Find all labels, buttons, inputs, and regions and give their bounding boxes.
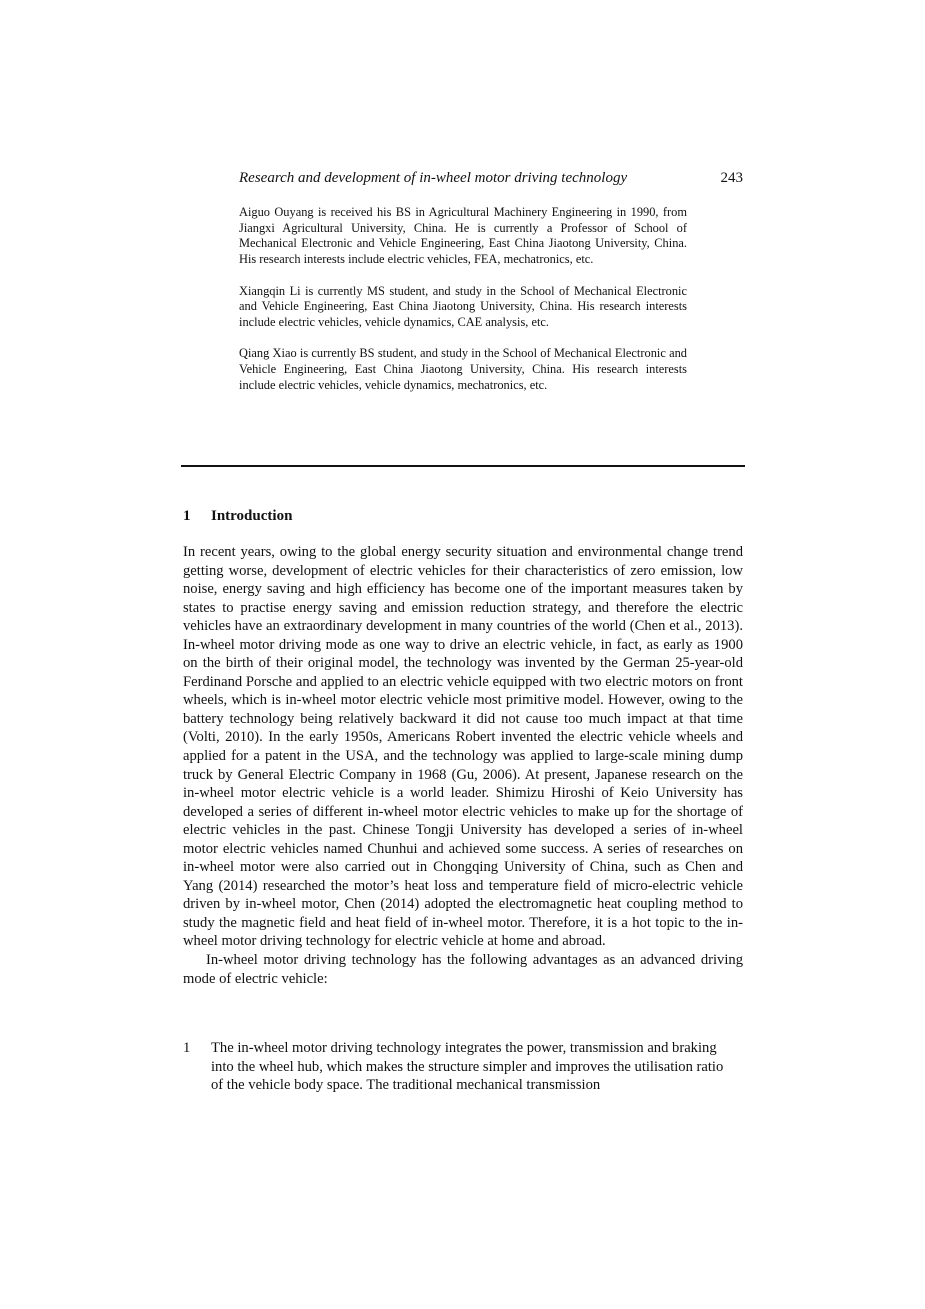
list-item-number: 1 [183, 1040, 191, 1056]
section-title: Introduction [211, 508, 293, 524]
body-paragraph: In recent years, owing to the global energy security situation and environmental change trend getting worse, development of electric vehicles for their characteristics of zero emission, low noise, energy saving and high efficiency has become one of the important measures taken by states to practise energy saving and emission reduction strategy, and therefore the electric vehicles have an extraordinary development in many countries of the world (Chen et al., 2013). In-wheel motor driving mode as one way to drive an electric vehicle, in fact, as early as 1900 on the birth of their original model, the technology was invented by the German 25-year-old Ferdinand Porsche and applied to an electric vehicle equipped with two electric motors on front wheels, which is in-wheel motor electric vehicle most primitive model. However, owing to the battery technology being relatively backward it did not cause too much impact at that time (Volti, 2010). In the early 1950s, Americans Robert invented the electric vehicle wheels and applied for a patent in the USA, and the technology was applied to large-scale mining dump truck by General Electric Company in 1968 (Gu, 2006). At present, Japanese research on the in-wheel motor electric vehicle is a world leader. Shimizu Hiroshi of Keio University has developed a series of different in-wheel motor electric vehicles to make up for the shortage of electric vehicles in the past. Chinese Tongji University has developed a series of in-wheel motor electric vehicles named Chunhui and achieved some success. A series of researches on in-wheel motor were also carried out in Chongqing University of China, such as Chen and Yang (2014) researched the motor’s heat loss and temperature field of micro-electric vehicle driven by in-wheel motor, Chen (2014) adopted the electromagnetic heat coupling method to study the magnetic field and heat field of in-wheel motor. Therefore, it is a hot topic to the in-wheel motor driving technology for electric vehicle at home and abroad. [183, 544, 743, 950]
section-number: 1 [183, 508, 191, 524]
section-heading [183, 506, 744, 526]
section-divider-rule [181, 465, 745, 467]
running-title: Research and development of in-wheel motor driving technology [239, 170, 628, 186]
list-item-text: The in-wheel motor driving technology integrates the power, transmission and braking into the wheel hub, which makes the structure simpler and improves the utilisation ratio of the vehicle body space. The traditional mechanical transmission [211, 1040, 724, 1094]
page-number: 243 [720, 170, 743, 186]
list-item [183, 1039, 728, 1095]
running-header [239, 168, 744, 188]
body-paragraph: In-wheel motor driving technology has the following advantages as an advanced driving mode of electric vehicle: [183, 952, 743, 987]
author-bio: Qiang Xiao is currently BS student, and study in the School of Mechanical Electronic and Vehicle Engineering, East China Jiaotong University, China. His research interests include electric vehicles, vehicle dynamics, mechatronics, etc. [239, 346, 687, 392]
author-bio: Xiangqin Li is currently MS student, and study in the School of Mechanical Electronic and Vehicle Engineering, East China Jiaotong University, China. His research interests include electric vehicles, vehicle dynamics, CAE analysis, etc. [239, 283, 687, 329]
advantages-list [183, 1039, 728, 1095]
introduction-body [183, 543, 743, 988]
author-bio: Aiguo Ouyang is received his BS in Agricultural Machinery Engineering in 1990, from Jiangxi Agricultural University, China. He is currently a Professor of School of Mechanical Electronic and Vehicle Engineering, East China Jiaotong University, China. His research interests include electric vehicles, FEA, mechatronics, etc. [239, 205, 687, 267]
author-biographies [239, 205, 687, 409]
